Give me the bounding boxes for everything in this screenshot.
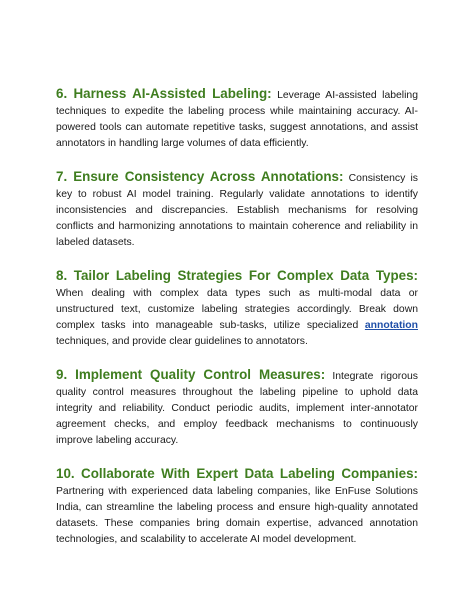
section-body: When dealing with complex data types such as multi-modal data or unstructured text, customize labeling strategies accordingly. Break down complex tasks into manageable sub-tasks, utilize specialized <box>56 288 418 331</box>
section-quality-control <box>56 367 418 449</box>
document-page <box>56 86 418 565</box>
section-body: Partnering with experienced data labeling companies, like EnFuse Solutions India, can streamline the labeling process and ensure high-quality annotated datasets. These companies bring domain expertise, advanced annotation technologies, and scalability to accelerate AI model development. <box>56 486 418 545</box>
section-harness-ai-assisted-labeling <box>56 86 418 152</box>
section-ensure-consistency <box>56 169 418 251</box>
section-heading: 6. Harness AI-Assisted Labeling: <box>56 86 272 101</box>
annotation-link[interactable]: annotation <box>364 320 418 331</box>
section-body-continued: techniques, and provide clear guidelines to annotators. <box>56 336 308 347</box>
section-body: Leverage AI-assisted labeling techniques to expedite the labeling process while maintaining accuracy. AI-powered tools can automate repetitive tasks, suggest annotations, and assist annotators in handling large volumes of data efficiently. <box>56 90 418 149</box>
section-tailor-labeling-strategies <box>56 268 418 350</box>
section-body: Consistency is key to robust AI model training. Regularly validate annotations to identify inconsistencies and discrepancies. Establish mechanisms for resolving conflicts and harmonizing annotations to maintain coherence and reliability in labeled datasets. <box>56 173 419 248</box>
section-heading: 9. Implement Quality Control Measures: <box>56 367 326 382</box>
section-heading: 8. Tailor Labeling Strategies For Complex Data Types: <box>56 268 418 283</box>
section-heading: 10. Collaborate With Expert Data Labeling Companies: <box>56 466 418 481</box>
section-collaborate-experts <box>56 466 418 548</box>
section-heading: 7. Ensure Consistency Across Annotations: <box>56 169 344 184</box>
section-body: Integrate rigorous quality control measures throughout the labeling pipeline to uphold data integrity and reliability. Conduct periodic audits, implement inter-annotator agreement checks, and employ feedback mechanisms to continuously improve labeling accuracy. <box>56 371 419 446</box>
